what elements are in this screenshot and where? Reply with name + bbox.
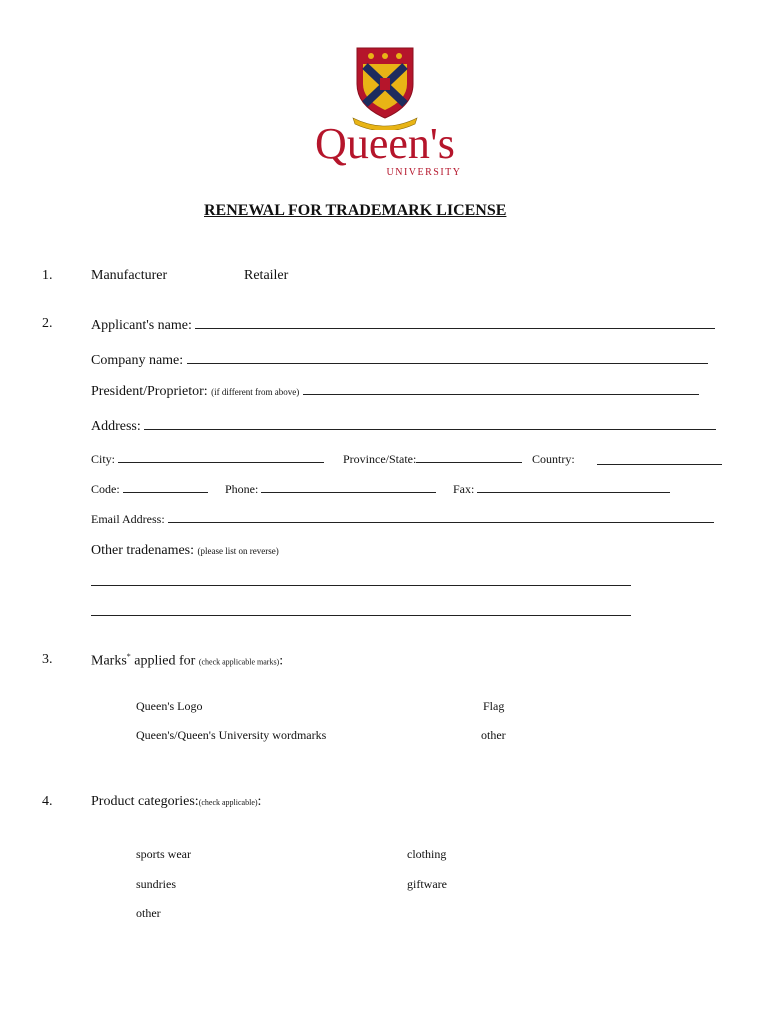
email-label: Email Address: xyxy=(91,512,165,526)
marks-label-after: applied for xyxy=(130,653,199,669)
address-label: Address: xyxy=(91,419,141,434)
applicant-name-label: Applicant's name: xyxy=(91,318,192,333)
product-categories-note: (check applicable) xyxy=(198,798,258,807)
section-4-number: 4. xyxy=(42,794,53,809)
section-1-number: 1. xyxy=(42,268,53,283)
option-giftware[interactable]: giftware xyxy=(407,877,447,891)
other-tradenames-line-1[interactable] xyxy=(91,573,631,586)
city-field[interactable] xyxy=(118,452,324,463)
company-name-label: Company name: xyxy=(91,353,184,368)
company-name-field[interactable] xyxy=(187,351,708,364)
city-label: City: xyxy=(91,452,116,466)
email-field[interactable] xyxy=(168,512,714,523)
fax-field[interactable] xyxy=(477,482,670,493)
phone-label: Phone: xyxy=(225,482,259,496)
other-tradenames-label: Other tradenames: xyxy=(91,543,195,558)
code-field[interactable] xyxy=(123,482,208,493)
fax-label: Fax: xyxy=(453,482,475,496)
product-categories-label: Product categories: xyxy=(91,794,199,809)
queens-wordmark xyxy=(292,118,478,178)
wordmark-text: Queen's xyxy=(315,119,455,168)
president-field[interactable] xyxy=(303,385,699,395)
option-flag[interactable]: Flag xyxy=(483,699,505,713)
applicant-name-field[interactable] xyxy=(195,316,715,329)
section-3-number: 3. xyxy=(42,652,53,667)
marks-note: (check applicable marks) xyxy=(198,657,280,667)
address-field[interactable] xyxy=(144,417,716,430)
wordmark-university: UNIVERSITY xyxy=(386,167,462,178)
country-field[interactable] xyxy=(597,452,722,465)
president-label: President/Proprietor: xyxy=(91,384,208,399)
phone-field[interactable] xyxy=(261,482,436,493)
marks-footnote: * xyxy=(126,652,131,661)
other-tradenames-line-2[interactable] xyxy=(91,603,631,616)
option-sports-wear[interactable]: sports wear xyxy=(136,847,191,861)
province-label: Province/State: xyxy=(343,452,417,466)
option-product-other[interactable]: other xyxy=(136,906,161,920)
page-title: RENEWAL FOR TRADEMARK LICENSE xyxy=(204,202,507,219)
president-note: (if different from above) xyxy=(211,387,300,397)
option-marks-other[interactable]: other xyxy=(481,728,506,742)
marks-colon: : xyxy=(279,653,284,669)
province-field[interactable] xyxy=(416,452,522,463)
section-2-number: 2. xyxy=(42,316,53,331)
other-tradenames-note: (please list on reverse) xyxy=(197,546,279,556)
option-clothing[interactable]: clothing xyxy=(407,847,447,861)
product-categories-colon: : xyxy=(257,794,262,809)
option-retailer[interactable]: Retailer xyxy=(244,268,289,283)
option-sundries[interactable]: sundries xyxy=(136,877,176,891)
option-queens-logo[interactable]: Queen's Logo xyxy=(136,699,203,713)
code-label: Code: xyxy=(91,482,120,496)
option-wordmarks[interactable]: Queen's/Queen's University wordmarks xyxy=(136,728,327,742)
marks-label: Marks xyxy=(91,653,127,669)
country-label: Country: xyxy=(532,452,575,466)
option-manufacturer[interactable]: Manufacturer xyxy=(91,268,168,283)
